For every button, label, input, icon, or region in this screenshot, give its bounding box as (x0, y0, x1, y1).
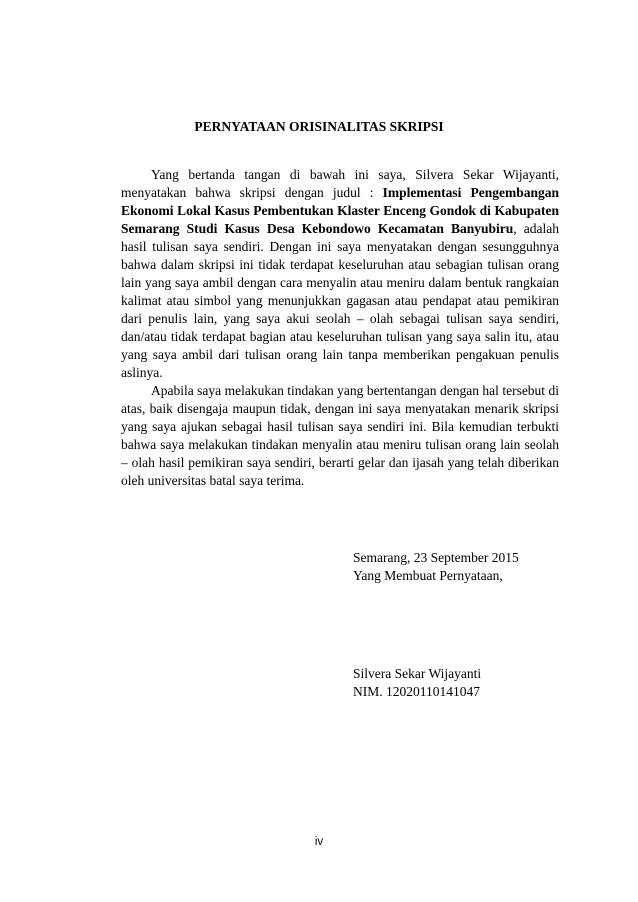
paragraph-1 (121, 166, 559, 382)
signature-header (353, 549, 519, 585)
signer-nim: NIM. 12020110141047 (353, 684, 480, 699)
page-number: iv (314, 836, 324, 848)
page-title: PERNYATAAN ORISINALITAS SKRIPSI (194, 119, 444, 134)
signer-name: Silvera Sekar Wijayanti (353, 666, 482, 681)
statement-body (121, 166, 559, 490)
paragraph-1-rest: , adalah hasil tulisan saya sendiri. Dengan ini saya menyatakan dengan sesungguhnya bahwa dalam skripsi ini tidak terdapat keseluruhan atau sebagian tulisan orang lain yang saya ambil dengan cara menyalin atau meniru dalam bentuk rangkaian kalimat atau simbol yang menunjukkan gagasan atau pendapat atau pemikiran dari penulis lain, yang saya akui seolah – olah sebagai tulisan saya sendiri, dan/atau tidak terdapat bagian atau keseluruhan tulisan yang saya salin itu, atau yang saya ambil dari tulisan orang lain tanpa memberikan pengakuan penulis aslinya. (121, 221, 560, 380)
paragraph-1-intro: Yang bertanda tangan di bawah ini saya, Silvera Sekar Wijayanti, menyatakan bahwa skripsi dengan judul : (121, 167, 559, 200)
signature-footer (353, 665, 481, 701)
thesis-title: Implementasi Pengembangan Ekonomi Lokal Kasus Pembentukan Klaster Enceng Gondok di Kabupaten Semarang Studi Kasus Desa Kebondowo Kecamatan Banyubiru (121, 185, 559, 236)
paragraph-2: Apabila saya melakukan tindakan yang bertentangan dengan hal tersebut di atas, baik disengaja maupun tidak, dengan ini saya menyatakan menarik skripsi yang saya ajukan sebagai hasil tulisan saya sendiri ini. Bila kemudian terbukti bahwa saya melakukan tindakan menyalin atau meniru tulisan orang lain seolah – olah hasil pemikiran saya sendiri, berarti gelar dan ijasah yang telah diberikan oleh universitas batal saya terima. (121, 383, 559, 488)
statement-maker-label: Yang Membuat Pernyataan, (353, 568, 503, 583)
place-date: Semarang, 23 September 2015 (353, 550, 519, 565)
